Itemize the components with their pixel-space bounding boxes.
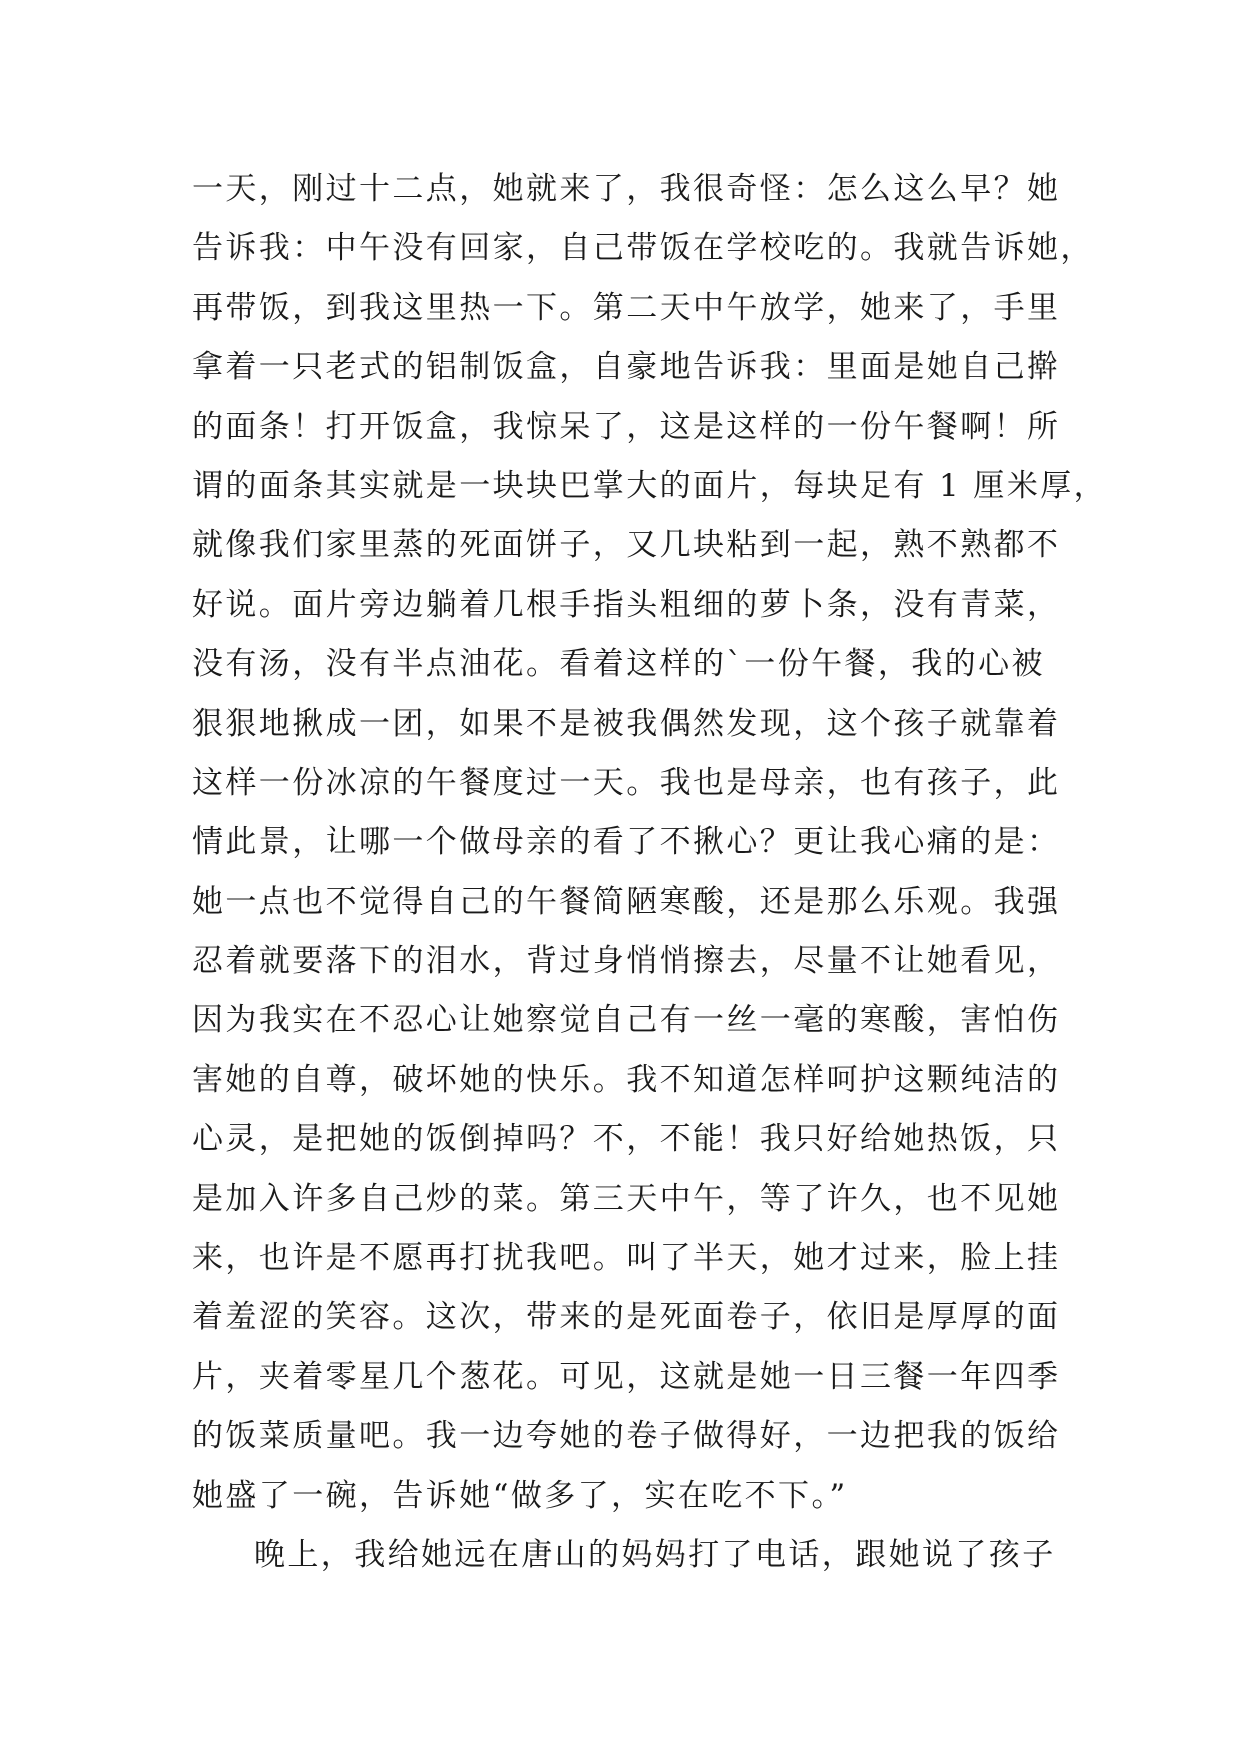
text-line: 的饭菜质量吧。我一边夸她的卷子做得好，一边把我的饭给 bbox=[192, 1418, 1061, 1455]
text-line: 一天，刚过十二点，她就来了，我很奇怪：怎么这么早？她 bbox=[192, 171, 1061, 207]
text-line: 情此景，让哪一个做母亲的看了不揪心？更让我心痛的是： bbox=[192, 824, 1061, 861]
text-line: 的面条！打开饭盒，我惊呆了，这是这样的一份午餐啊！所 bbox=[192, 408, 1061, 445]
text-line: 没有汤，没有半点油花。看着这样的`一份午餐，我的心被 bbox=[192, 646, 1045, 683]
text-line: 好说。面片旁边躺着几根手指头粗细的萝卜条，没有青菜， bbox=[192, 586, 1061, 623]
text-line: 再带饭，到我这里热一下。第二天中午放学，她来了，手里 bbox=[192, 289, 1061, 326]
text-line: 谓的面条其实就是一块块巴掌大的面片，每块足有 1 厘米厚， bbox=[192, 467, 1108, 504]
text-line: 告诉我：中午没有回家，自己带饭在学校吃的。我就告诉她， bbox=[192, 230, 1094, 267]
text-line: 心灵，是把她的饭倒掉吗？不，不能！我只好给她热饭，只 bbox=[192, 1121, 1061, 1158]
text-line: 忍着就要落下的泪水，背过身悄悄擦去，尽量不让她看见， bbox=[192, 943, 1061, 980]
text-line: 她盛了一碗，告诉她“做多了，实在吃不下。” bbox=[192, 1477, 848, 1514]
text-line: 着羞涩的笑容。这次，带来的是死面卷子，依旧是厚厚的面 bbox=[192, 1299, 1061, 1336]
text-line: 拿着一只老式的铝制饭盒，自豪地告诉我：里面是她自己擀 bbox=[192, 349, 1061, 386]
text-line: 这样一份冰凉的午餐度过一天。我也是母亲，也有孩子，此 bbox=[192, 764, 1061, 801]
text-line: 因为我实在不忍心让她察觉自己有一丝一毫的寒酸，害怕伤 bbox=[192, 1002, 1061, 1039]
text-line: 来，也许是不愿再打扰我吧。叫了半天，她才过来，脸上挂 bbox=[192, 1240, 1061, 1277]
text-line: 就像我们家里蒸的死面饼子，又几块粘到一起，熟不熟都不 bbox=[192, 527, 1061, 564]
text-line: 是加入许多自己炒的菜。第三天中午，等了许久，也不见她 bbox=[192, 1180, 1061, 1217]
text-line: 狠狠地揪成一团，如果不是被我偶然发现，这个孩子就靠着 bbox=[192, 705, 1061, 742]
body-text bbox=[192, 160, 1108, 1585]
text-line: 她一点也不觉得自己的午餐简陋寒酸，还是那么乐观。我强 bbox=[192, 883, 1061, 920]
text-line: 片，夹着零星几个葱花。可见，这就是她一日三餐一年四季 bbox=[192, 1358, 1061, 1395]
paragraph-start-line: 晚上，我给她远在唐山的妈妈打了电话，跟她说了孩子 bbox=[254, 1536, 1056, 1573]
text-line: 害她的自尊，破坏她的快乐。我不知道怎样呵护这颗纯洁的 bbox=[192, 1061, 1061, 1098]
